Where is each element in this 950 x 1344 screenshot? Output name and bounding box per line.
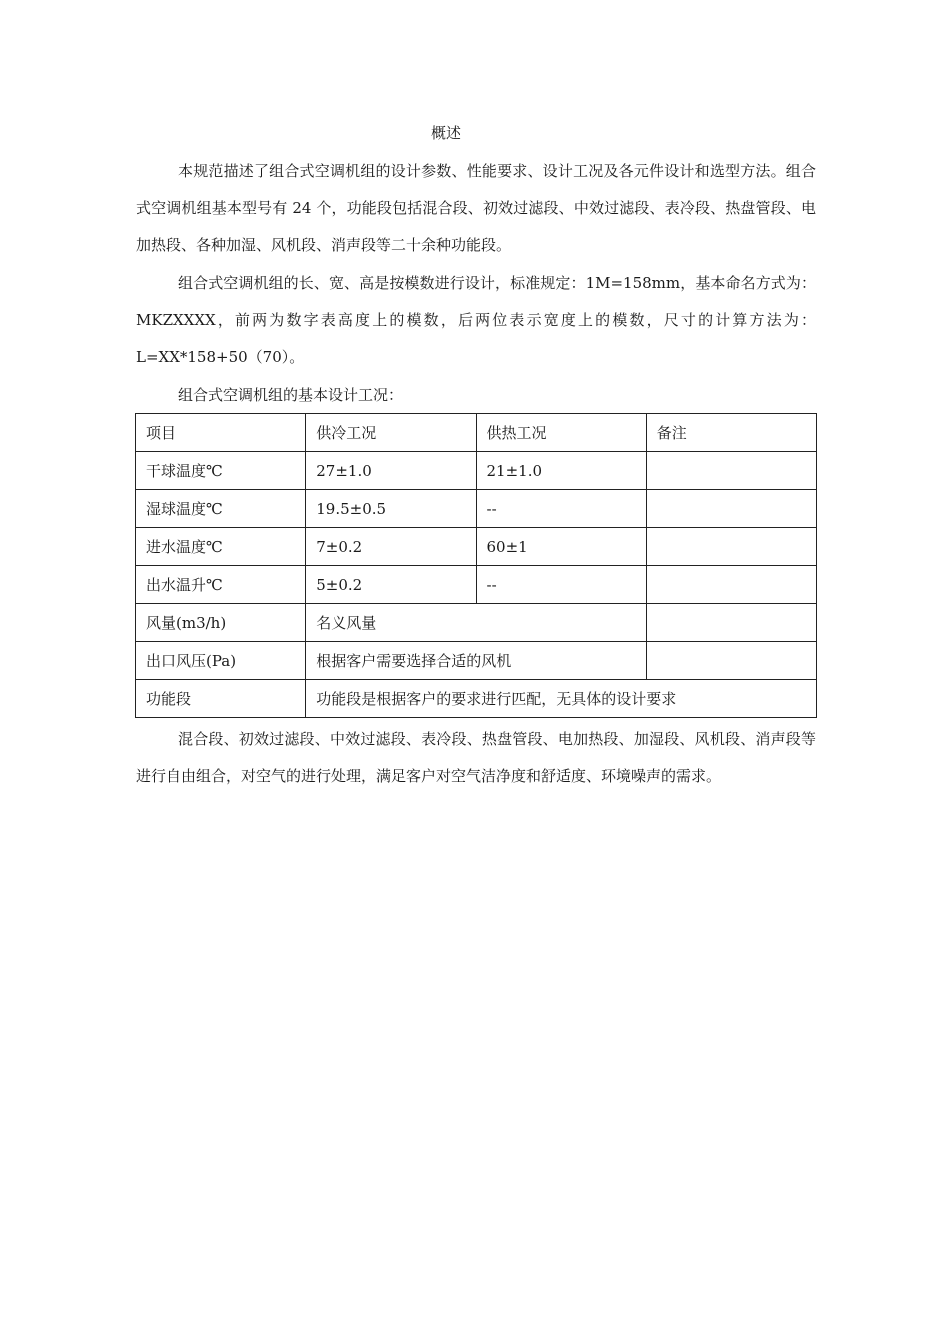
row-item: 干球温度℃: [136, 452, 306, 490]
row-value: 名义风量: [306, 604, 647, 642]
row-item: 进水温度℃: [136, 528, 306, 566]
table-row: [136, 528, 817, 566]
row-value: 根据客户需要选择合适的风机: [306, 642, 647, 680]
row-note: [646, 604, 816, 642]
row-note: [646, 566, 816, 604]
row-item: 出水温升℃: [136, 566, 306, 604]
row-cooling: 27±1.0: [306, 452, 476, 490]
dimension-paragraph: 组合式空调机组的长、宽、高是按模数进行设计，标准规定：1M=158mm，基本命名方式为：MKZXXXX，前两为数字表高度上的模数，后两位表示宽度上的模数，尺寸的计算方法为：L=XX*158+50（70）。: [136, 274, 816, 366]
row-item: 湿球温度℃: [136, 490, 306, 528]
table-row: [136, 642, 817, 680]
row-heating: 21±1.0: [476, 452, 646, 490]
header-item: 项目: [136, 414, 306, 452]
overview-paragraph: 本规范描述了组合式空调机组的设计参数、性能要求、设计工况及各元件设计和选型方法。组合式空调机组基本型号有 24 个，功能段包括混合段、初效过滤段、中效过滤段、表冷段、热盘管段、电加热段、各种加湿、风机段、消声段等二十余种功能段。: [136, 162, 816, 254]
table-row: [136, 452, 817, 490]
row-cooling: 19.5±0.5: [306, 490, 476, 528]
row-heating: --: [476, 490, 646, 528]
table-row: [136, 490, 817, 528]
design-conditions-table: [135, 413, 817, 718]
row-cooling: 7±0.2: [306, 528, 476, 566]
row-heating: 60±1: [476, 528, 646, 566]
header-cooling: 供冷工况: [306, 414, 476, 452]
table-row: [136, 680, 817, 718]
table-header-row: [136, 414, 817, 452]
header-heating: 供热工况: [476, 414, 646, 452]
row-value: 功能段是根据客户的要求进行匹配，无具体的设计要求: [306, 680, 817, 718]
row-heating: --: [476, 566, 646, 604]
row-note: [646, 490, 816, 528]
function-section-paragraph: 混合段、初效过滤段、中效过滤段、表冷段、热盘管段、电加热段、加湿段、风机段、消声段等进行自由组合，对空气的进行处理，满足客户对空气洁净度和舒适度、环境噪声的需求。: [136, 730, 816, 785]
row-note: [646, 452, 816, 490]
row-note: [646, 642, 816, 680]
table-row: [136, 566, 817, 604]
document-title: 概述: [430, 124, 461, 142]
row-item: 风量(m3/h): [136, 604, 306, 642]
row-note: [646, 528, 816, 566]
table-row: [136, 604, 817, 642]
table-intro-paragraph: 组合式空调机组的基本设计工况：: [178, 386, 404, 404]
row-item: 出口风压(Pa): [136, 642, 306, 680]
header-note: 备注: [646, 414, 816, 452]
row-item: 功能段: [136, 680, 306, 718]
row-cooling: 5±0.2: [306, 566, 476, 604]
